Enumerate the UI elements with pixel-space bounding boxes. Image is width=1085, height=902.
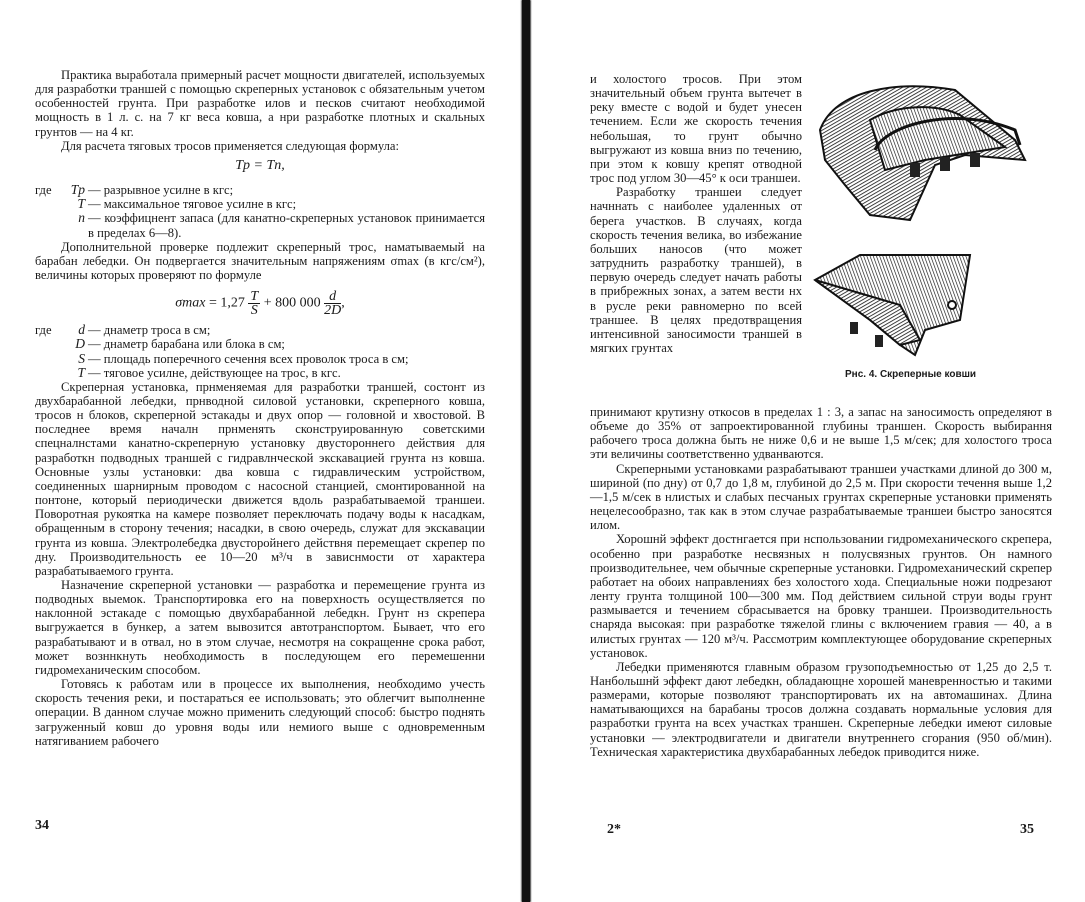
fraction-denominator: S <box>250 303 258 319</box>
signature-mark: 2* <box>607 822 621 837</box>
book-spine <box>522 0 530 902</box>
legend-symbol: d <box>78 322 85 338</box>
legend-row <box>35 197 485 211</box>
legend-symbol: D <box>75 336 85 352</box>
legend-row <box>35 366 485 380</box>
legend-symbol: n <box>78 210 85 226</box>
legend-prefix: где <box>35 323 52 338</box>
fraction-denominator: 2D <box>324 303 342 319</box>
paragraph: Хорошнй эффект достнгается при нспользовании гидромеханического скрепера, особенно при разработке несвязных н полусвязных грунтов. Он намного производительнее, чем обычные скреперные установки. Гидромеханический скрепер работает на обоих направлениях без холостого хода. Специальные ножи подрезают ленту грунта толщиной 100—300 мм. Под действием сильной струи воды грунт размывается и течением сбрасывается на бровку траншеи. Производительность снаряда высокая: при разработке тяжелой глины с включением гравия — 40, а в илистых грунтах — 120 м³/ч. Рассмотрим комплектующее оборудование скреперных установок. <box>590 532 1052 660</box>
legend-prefix <box>35 197 63 211</box>
legend-text: — максимальное тяговое усилне в кгс; <box>88 197 297 212</box>
fraction-d-over-2d <box>324 290 341 317</box>
paragraph: Практика выработала примерный расчет мощности двигателей, используемых для разработки траншей с помощью скреперных установок с обязательным учетом особенностей грунта. При разработке илов и песков считают необходимой мощность в 1 л. с. на 7 кг веса ковша, а нри разработке плотных и скальных грунтов — на 4 кг. <box>35 68 485 139</box>
formula-tail: , <box>341 295 345 311</box>
left-text-column <box>35 68 485 748</box>
bucket-lug <box>948 301 956 309</box>
wide-text-column <box>590 405 1052 759</box>
legend-text: — тяговое усилне, действующее на трос, в кгс. <box>88 365 341 380</box>
formula-legend-1 <box>35 183 485 240</box>
paragraph: и холостого тросов. При этом значительный объем грунта вытечет в реку вместе с водой и будет унесен течением. Если же скорость течения небольшая, то грунт обычно выгружают из ковша вниз по течению, при этом к ковшу крепят отводной трос под углом 30—45° к оси траншеи. <box>590 72 802 186</box>
figure-scraper-bucket-bottom <box>810 250 990 360</box>
page-number-right: 35 <box>1020 822 1034 837</box>
formula-plus: + 800 000 <box>263 295 321 311</box>
formula-legend-2 <box>35 323 485 380</box>
paragraph: принимают крутизну откосов в пределах 1 : 3, а запас на заносимость определяют в объеме до 35% от запроектированной глубины траншен. Скорость выбирання рабочего троса должна быть не ниже 0,6 и не выше 1,5 м/сек; для холостого троса эти величины соответственно удванваются. <box>590 405 1052 462</box>
legend-row <box>35 183 485 197</box>
legend-prefix <box>35 337 63 351</box>
left-page <box>0 0 520 902</box>
paragraph: Для расчета тяговых тросов применяется следующая формула: <box>61 138 399 153</box>
legend-text: — днаметр троса в см; <box>88 323 211 338</box>
narrow-text-column <box>590 72 802 355</box>
legend-prefix <box>35 211 63 239</box>
formula-sigma-max <box>35 290 485 317</box>
legend-prefix <box>35 352 63 366</box>
legend-symbol: S <box>78 350 85 366</box>
bucket-tooth <box>970 153 980 167</box>
paragraph: Скреперная установка, прнменяемая для разработки траншей, состонт из двухбарабанной лебедки, прнводной силовой установки, скреперного ковша, тросов н блоков, скреперной эстакады и двух опор — головной и хвостовой. В последнее время началн прнменять сконструированную советскими спецналнстами канатно-скреперную установку двустороннего действия для разработкн подводных траншей с гидравлнческой экскавацией грунта нз ковша. Основные узлы установки: два ковша с гидравлическим устройством, соединенных шарнирным проводом с насосной станцией, смонтированной на понтоне, который периодически движется вдоль разрабатываемой траншеи. Поворотная рукоятка на камере позволяет переключать подачу воды к насадкам, обращенным в сторону течения; насадки, в свою очередь, служат для экскавации грунта из ковша. Электролебедка двусторойнего действня перемещает скрепер по дну. Производительность ее 10—20 м³/ч в зависнмости от характера разрабатываемого грунта. <box>35 379 485 578</box>
bucket-tooth <box>875 335 883 347</box>
legend-symbol: T <box>77 196 85 212</box>
legend-prefix: где <box>35 183 52 198</box>
paragraph: Скреперными установками разрабатывают траншеи участками длиной до 300 м, шириной (по дну) от 0,7 до 1,8 м, глубиной до 2,5 м. При скорости течення выше 1,2—1,5 м/сек в нлистых и слабых песчаных грунтах скреперные установки применять нецелесообразно, так как в этом случае разрабатываемые траншеи быстро заносятся илом. <box>590 461 1052 533</box>
legend-text: — днаметр барабана или блока в см; <box>88 337 285 352</box>
legend-row <box>35 211 485 239</box>
legend-prefix <box>35 366 63 380</box>
formula-text: Tp = Tn, <box>235 157 285 173</box>
paragraph: Дополнительной проверке подлежит скреперный трос, наматываемый на барабан лебедки. Он подвергается значительным напряжениям σmax (в кгс/см²), величины которых проверяют по формуле <box>35 239 485 283</box>
legend-text: — коэффицнент запаса (для канатно-скреперных установок принимается в пределах 6—8). <box>88 211 485 240</box>
legend-row <box>35 337 485 351</box>
legend-text: — разрывное усилне в кгс; <box>88 183 234 198</box>
right-page <box>540 0 1085 902</box>
bucket-tooth <box>910 163 920 177</box>
page-number-left: 34 <box>35 818 49 833</box>
figure-caption: Рнс. 4. Скреперные ковши <box>845 369 977 380</box>
legend-symbol: Tp <box>70 182 85 198</box>
legend-text: — площадь поперечного сечення всех проволок троса в см; <box>88 351 409 366</box>
figure-scraper-bucket-top <box>815 75 1035 225</box>
paragraph: Разработку траншеи следует начннать с наиболее удаленных от берега участков. В случаях, когда скорость течения велика, во избежание больших наносов (что может затруднить разработку траншей), в первую очередь следует начать работы в прибрежных зонах, а затем вести нх в русле реки равномерно по всей траншее. В целях предотвращения интенсивной заносимости траншей в мягких грунтах <box>590 185 802 355</box>
formula-eq: = 1,27 <box>209 295 245 311</box>
bucket-tooth <box>850 322 858 334</box>
paragraph: Лебедки применяются главным образом грузоподъемностью от 1,25 до 2,5 т. Нанбольшнй эффект дают лебедкн, обладающне хорошей маневренностью и такими размерами, которые позволяют транспортировать их на автомашинах. Длина наматывающихся на барабаны тросов должна создавать нормальные условия для разработки грунта на всех участках траншен. Скреперные лебедки имеют силовые установки — электродвигатели и двигатели внутреннего сгорания (950 об/мин). Техническая характеристика двухбарабанных лебедок приводится ниже. <box>590 659 1052 759</box>
formula-lhs: σmax <box>175 295 206 311</box>
paragraph: Назначение скреперной установки — разработка и перемещение грунта из подводных выемок. Транспортировка его на поверхность осуществляется по наклонной эстакаде с помощью двухбарабанной лебедкн. Грунт нз скрепера выгружается в бункер, а затем вывозится автотранспортом. Бывает, что его разрабатывают и в отвал, но в этом случае, несмотря на сокращенне срока работ, может возннкнуть необходимость в последующем его перемешенни гидромеханическим способом. <box>35 578 485 677</box>
legend-symbol: T <box>77 364 85 380</box>
legend-row <box>35 352 485 366</box>
formula-tp <box>35 159 485 173</box>
paragraph: Готовясь к работам или в процессе их выполнения, необходимо учесть скорость течения реки, и постараться ее использовать; это облегчит выполненне операции. В данном случае можно применить следующий способ: быстро поднять загруженный ковш до уровня воды или немиого выше с одновременным натягиванием рабочего <box>35 677 485 748</box>
legend-row <box>35 323 485 337</box>
fraction-numerator: T <box>250 289 259 305</box>
fraction-t-over-s <box>248 290 260 317</box>
fraction-numerator: d <box>324 290 341 304</box>
bucket-tooth <box>940 157 950 171</box>
